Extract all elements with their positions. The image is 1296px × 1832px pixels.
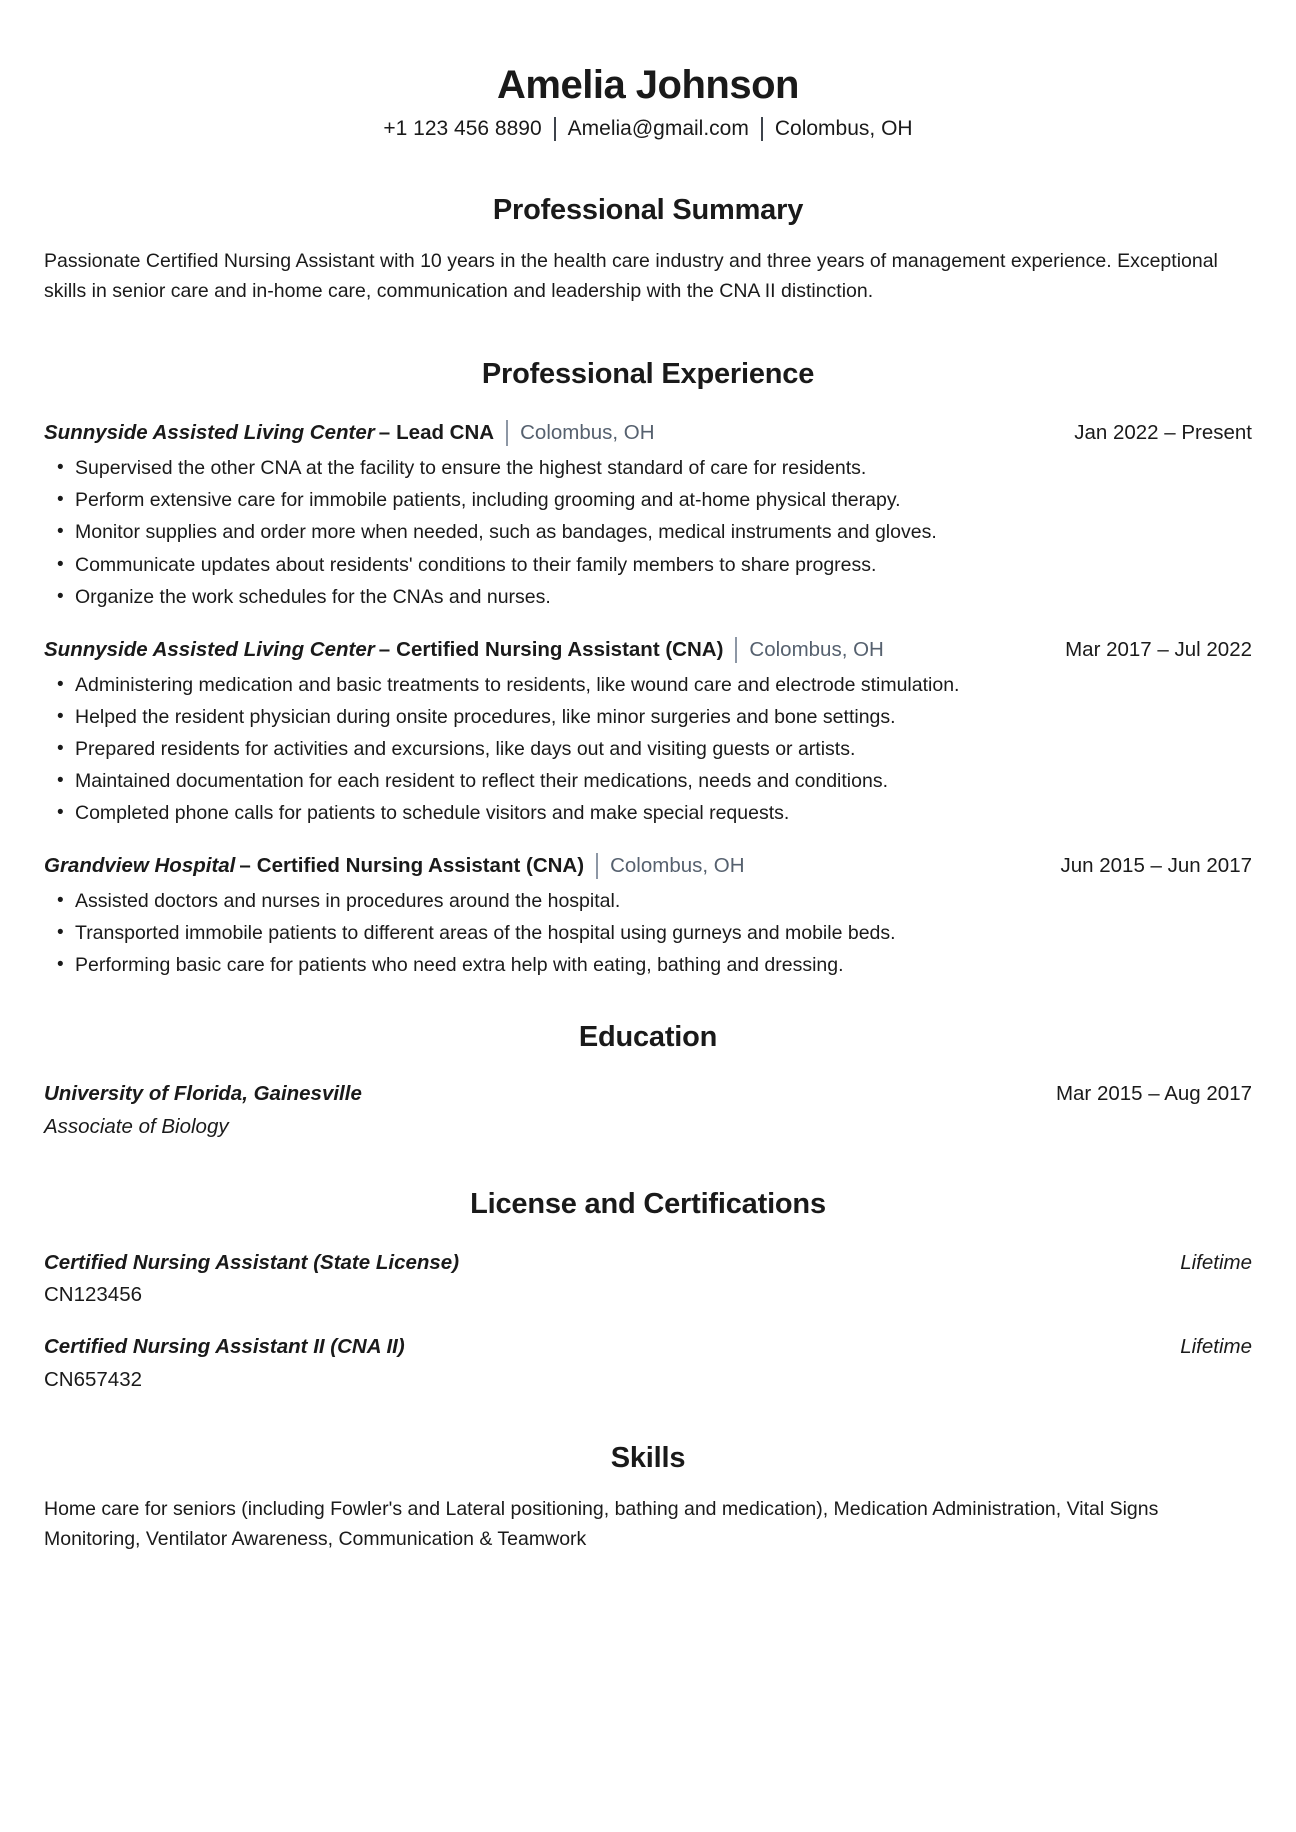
license-name: Certified Nursing Assistant (State License) (44, 1250, 460, 1274)
job-bullet-list (44, 673, 1252, 826)
bullet-item: • Helped the resident physician during onsite procedures, like minor surgeries and bone settings. (44, 705, 1252, 729)
section-licenses (44, 1187, 1252, 1393)
summary-text: Passionate Certified Nursing Assistant with 10 years in the health care industry and three years of management experience. Exceptional skills in senior care and in-home care, communication and leadership with the CNA II distinction. (44, 250, 1218, 303)
license-validity: Lifetime (1180, 1250, 1252, 1274)
bullet-item: • Performing basic care for patients who need extra help with eating, bathing and dressing. (44, 953, 1252, 977)
job-header (44, 636, 1252, 664)
section-experience (44, 357, 1252, 978)
skills-text: Home care for seniors (including Fowler's and Lateral positioning, bathing and medication), Medication Administration, Vital Signs Monitoring, Ventilator Awareness, Communication & Teamwork (44, 1498, 1159, 1551)
licenses-heading: License and Certifications (470, 1187, 826, 1220)
separator-bar (554, 117, 556, 141)
dash-separator: – (378, 421, 391, 445)
license-entry (44, 1249, 1252, 1309)
bullet-item: • Maintained documentation for each resident to reflect their medications, needs and conditions. (44, 769, 1252, 793)
bullet-item: • Completed phone calls for patients to schedule visitors and make special requests. (44, 801, 1252, 825)
job-company: Sunnyside Assisted Living Center (44, 421, 375, 445)
section-education (44, 1020, 1252, 1141)
education-heading: Education (578, 1020, 718, 1053)
job-dates: Jun 2015 – Jun 2017 (1060, 854, 1252, 878)
license-id: CN123456 (44, 1283, 143, 1307)
job-company: Grandview Hospital (44, 854, 236, 878)
dash-separator: – (378, 637, 391, 661)
skills-heading: Skills (610, 1442, 686, 1475)
bullet-item: • Communicate updates about residents' conditions to their family members to share progress. (44, 553, 1252, 577)
job-location: Colombus, OH (610, 854, 745, 878)
separator-bar (761, 117, 763, 141)
phone-text: +1 123 456 8890 (383, 117, 542, 140)
separator-bar (596, 853, 598, 879)
section-skills (44, 1441, 1252, 1554)
job-entry (44, 419, 1252, 609)
license-name: Certified Nursing Assistant II (CNA II) (44, 1334, 405, 1358)
job-title: Certified Nursing Assistant (CNA) (396, 637, 724, 661)
bullet-item: • Transported immobile patients to different areas of the hospital using gurneys and mobile beds. (44, 921, 1252, 945)
contact-line (44, 115, 1252, 143)
license-entry (44, 1333, 1252, 1393)
job-bullet-list (44, 456, 1252, 609)
job-entry (44, 636, 1252, 826)
job-title: Certified Nursing Assistant (CNA) (256, 854, 585, 878)
job-dates: Jan 2022 – Present (1074, 421, 1252, 445)
education-dates: Mar 2015 – Aug 2017 (1055, 1082, 1252, 1106)
job-header (44, 419, 1252, 447)
job-bullet-list (44, 889, 1252, 978)
bullet-item: • Monitor supplies and order more when needed, such as bandages, medical instruments and gloves. (44, 520, 1252, 544)
location-text: Colombus, OH (774, 117, 913, 140)
section-summary (44, 193, 1252, 306)
bullet-item: • Prepared residents for activities and excursions, like days out and visiting guests or artists. (44, 737, 1252, 761)
summary-heading: Professional Summary (492, 194, 804, 227)
job-title: Lead CNA (396, 421, 495, 445)
bullet-item: • Perform extensive care for immobile patients, including grooming and at-home physical therapy. (44, 488, 1252, 512)
separator-bar (506, 420, 508, 446)
email-text: Amelia@gmail.com (567, 117, 749, 140)
job-dates: Mar 2017 – Jul 2022 (1065, 637, 1252, 661)
license-id: CN657432 (44, 1367, 143, 1391)
bullet-item: • Assisted doctors and nurses in procedures around the hospital. (44, 889, 1252, 913)
job-location: Colombus, OH (749, 637, 884, 661)
degree-name: Associate of Biology (44, 1115, 229, 1139)
job-location: Colombus, OH (520, 421, 655, 445)
experience-heading: Professional Experience (481, 357, 815, 390)
bullet-item: • Administering medication and basic treatments to residents, like wound care and electrode stimulation. (44, 673, 1252, 697)
dash-separator: – (239, 854, 251, 878)
education-entry (44, 1080, 1252, 1140)
person-name: Amelia Johnson (497, 63, 799, 107)
job-entry (44, 852, 1252, 977)
job-company: Sunnyside Assisted Living Center (44, 637, 375, 661)
license-validity: Lifetime (1180, 1334, 1252, 1358)
bullet-item: • Supervised the other CNA at the facility to ensure the highest standard of care for residents. (44, 456, 1252, 480)
separator-bar (735, 637, 737, 663)
school-name: University of Florida, Gainesville (44, 1082, 362, 1106)
job-header (44, 852, 1252, 880)
bullet-item: • Organize the work schedules for the CNAs and nurses. (44, 585, 1252, 609)
